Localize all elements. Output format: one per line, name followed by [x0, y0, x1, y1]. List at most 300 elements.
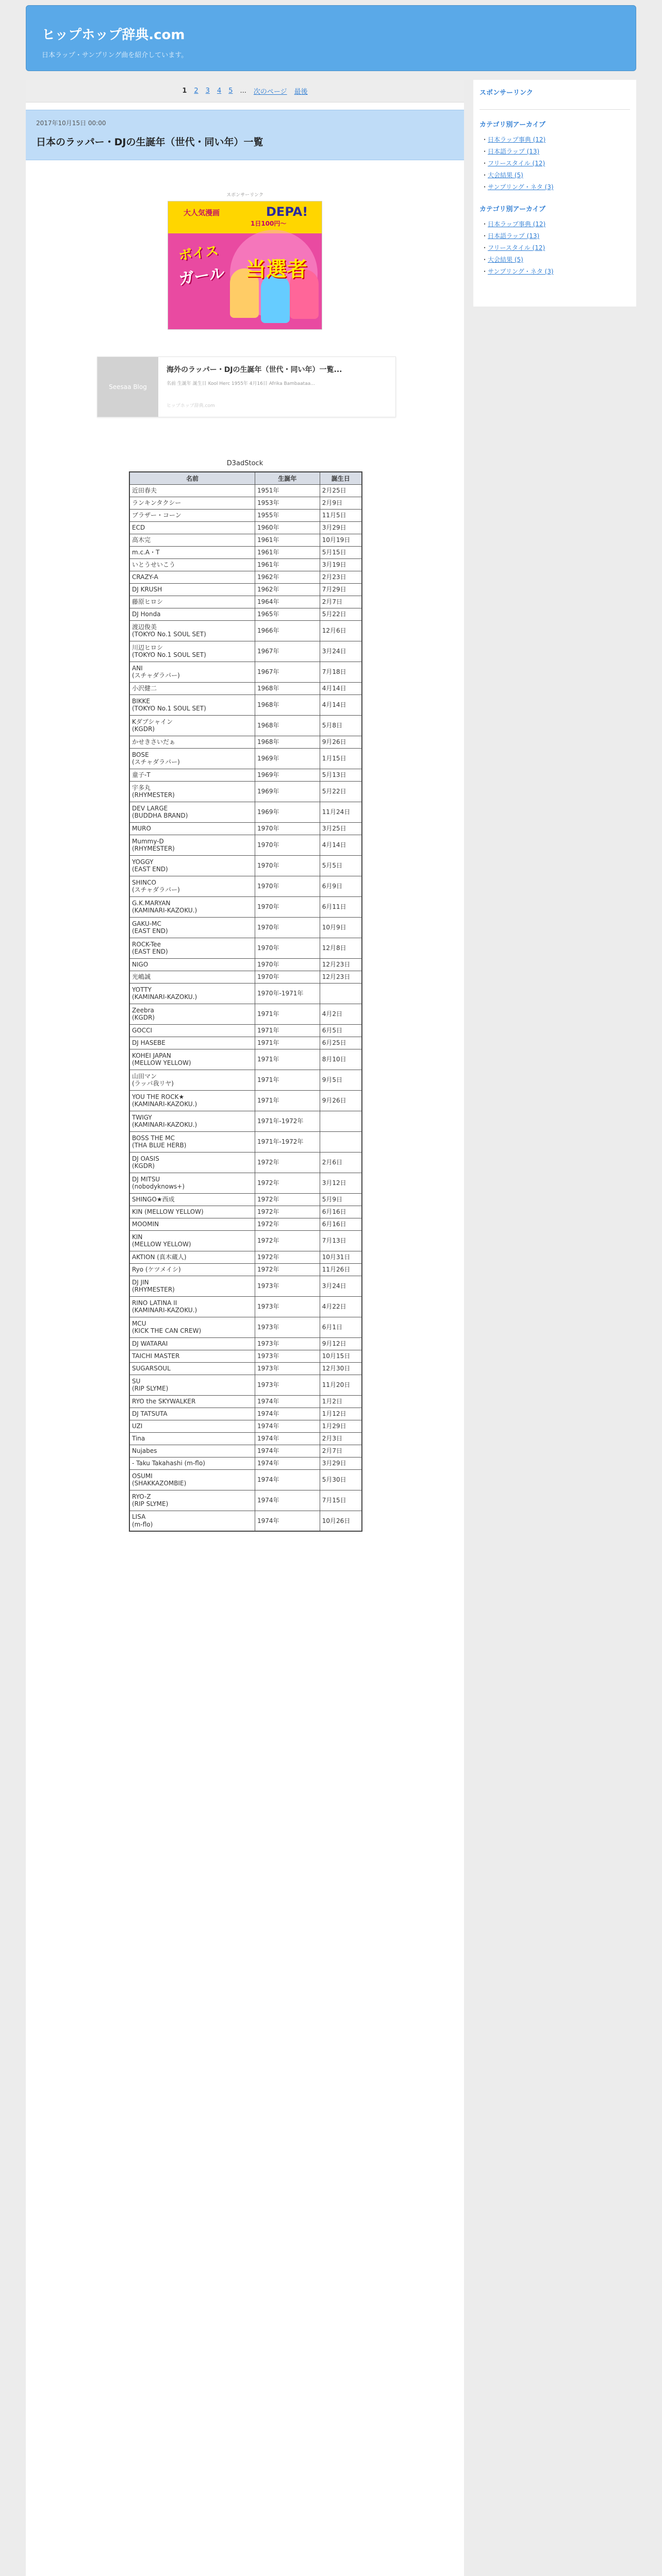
category-link[interactable]: 大会結果 (5): [488, 172, 523, 179]
cell-name: [129, 1131, 255, 1152]
artist-group: (KGDR): [132, 1014, 155, 1021]
artist-name: G.K.MARYAN: [132, 899, 171, 907]
cell-name: [129, 938, 255, 958]
cell-name: [129, 835, 255, 855]
cell-birthday: 6月16日: [320, 1218, 362, 1230]
artist-name: DJ MITSU: [132, 1175, 160, 1183]
table-row: [129, 835, 362, 855]
artist-group: (RHYMESTER): [132, 845, 175, 852]
artist-name: SHINCO: [132, 878, 156, 886]
cell-birthday: 7月29日: [320, 583, 362, 596]
table-row: [129, 1457, 362, 1469]
table-row: [129, 583, 362, 596]
artist-group: (m-flo): [132, 1520, 153, 1528]
pagination: [26, 80, 464, 103]
cell-name: [129, 662, 255, 682]
table-row: [129, 938, 362, 958]
artist-name: YOTTY: [132, 986, 152, 993]
table-row: [129, 876, 362, 896]
artist-group: (nobodyknows+): [132, 1183, 185, 1190]
artist-name: GOCCI: [132, 1026, 153, 1034]
cell-name: [129, 1337, 255, 1350]
cell-year: 1974年: [255, 1490, 320, 1511]
cell-name: [129, 983, 255, 1004]
cell-name: [129, 1395, 255, 1408]
cell-year: 1961年: [255, 534, 320, 546]
cell-name: [129, 620, 255, 641]
cell-birthday: 12月6日: [320, 620, 362, 641]
page-3[interactable]: 3: [205, 87, 210, 95]
cell-name: [129, 715, 255, 736]
cell-year: 1974年: [255, 1511, 320, 1531]
cell-birthday: 2月6日: [320, 1152, 362, 1173]
blog-card-title[interactable]: 海外のラッパー・DJの生誕年（世代・同い年）一覧...: [167, 366, 342, 374]
sidebar-divider: [479, 109, 630, 110]
cell-birthday: 9月5日: [320, 1070, 362, 1090]
cell-year: 1955年: [255, 509, 320, 521]
cell-name: [129, 896, 255, 917]
cell-name: [129, 917, 255, 938]
artist-name: KIN (MELLOW YELLOW): [132, 1208, 204, 1215]
artist-group: (KAMINARI-KAZOKU.): [132, 1121, 197, 1128]
cell-birthday: 2月3日: [320, 1432, 362, 1445]
main-content: [26, 80, 464, 2576]
table-row: [129, 917, 362, 938]
cell-birthday: 1月29日: [320, 1420, 362, 1432]
sidebar-category-item: ・フリースタイル (12): [482, 244, 545, 251]
entry-date: 2017年10月15日 00:00: [36, 120, 106, 127]
ad-banner[interactable]: [168, 201, 322, 330]
cell-name: [129, 855, 255, 876]
cell-year: 1973年: [255, 1362, 320, 1375]
cell-name: [129, 1469, 255, 1490]
category-link[interactable]: 大会結果 (5): [488, 256, 523, 263]
page-4[interactable]: 4: [217, 87, 222, 95]
cell-year: 1969年: [255, 748, 320, 769]
cell-birthday: 12月23日: [320, 958, 362, 971]
table-row: [129, 1230, 362, 1251]
cell-name: [129, 1111, 255, 1131]
table-row: [129, 1251, 362, 1263]
artist-group: (KAMINARI-KAZOKU.): [132, 1100, 197, 1108]
next-page-link[interactable]: 次のページ: [253, 88, 287, 96]
artist-name: Mummy-D: [132, 837, 164, 845]
sidebar-category-item: ・大会結果 (5): [482, 256, 523, 263]
cell-year: 1973年: [255, 1375, 320, 1395]
artist-name: 光嶋誠: [132, 973, 151, 980]
table-row: [129, 1490, 362, 1511]
artist-name: Ryo (ケツメイシ): [132, 1265, 181, 1273]
cell-year: 1970年: [255, 938, 320, 958]
artist-name: MCU: [132, 1319, 146, 1327]
cell-year: 1953年: [255, 497, 320, 509]
category-link[interactable]: フリースタイル (12): [488, 160, 545, 167]
artist-group: (ラッパ我リヤ): [132, 1080, 174, 1087]
cell-year: 1971年: [255, 1090, 320, 1111]
cell-birthday: 2月25日: [320, 484, 362, 497]
table-header-row: [129, 472, 362, 484]
table-row: [129, 1131, 362, 1152]
cell-name: [129, 1206, 255, 1218]
artist-name: OSUMI: [132, 1472, 153, 1480]
table-row: [129, 1070, 362, 1090]
sidebar-category-item: ・日本ラップ事典 (12): [482, 136, 546, 143]
artist-name: AKTION (真木蔵人): [132, 1253, 187, 1261]
artist-name: ECD: [132, 523, 145, 531]
table-row: [129, 1337, 362, 1350]
artist-name: TWIGY: [132, 1113, 152, 1121]
cell-name: [129, 1362, 255, 1375]
table-row: [129, 769, 362, 781]
category-link[interactable]: フリースタイル (12): [488, 244, 545, 251]
cell-birthday: 10月15日: [320, 1350, 362, 1362]
cell-year: 1973年: [255, 1337, 320, 1350]
artist-name: KIN: [132, 1233, 143, 1241]
cell-year: 1970年: [255, 835, 320, 855]
table-row: [129, 983, 362, 1004]
artist-name: 高木完: [132, 536, 151, 544]
artist-group: (THA BLUE HERB): [132, 1142, 187, 1149]
cell-birthday: 9月12日: [320, 1337, 362, 1350]
cell-birthday: 5月5日: [320, 855, 362, 876]
sidebar-category-item: ・サンプリング・ネタ (3): [482, 268, 554, 275]
cell-year: 1951年: [255, 484, 320, 497]
cell-year: 1966年: [255, 620, 320, 641]
cell-name: [129, 1408, 255, 1420]
cell-year: 1972年: [255, 1230, 320, 1251]
cell-name: [129, 1420, 255, 1432]
category-link[interactable]: サンプリング・ネタ (3): [488, 268, 554, 275]
table-row: [129, 1263, 362, 1276]
sidebar-category-item: ・日本語ラップ (13): [482, 148, 540, 155]
header-year: 生誕年: [255, 472, 320, 484]
cell-birthday: 6月5日: [320, 1024, 362, 1037]
artist-name: GAKU-MC: [132, 920, 161, 927]
cell-birthday: 4月22日: [320, 1296, 362, 1317]
page-2[interactable]: 2: [194, 87, 198, 95]
artist-name: YOU THE ROCK★: [132, 1093, 185, 1100]
cell-year: 1969年: [255, 769, 320, 781]
cell-year: 1967年: [255, 662, 320, 682]
cell-birthday: 6月11日: [320, 896, 362, 917]
sidebar-category-item: ・日本語ラップ (13): [482, 232, 540, 240]
cell-name: [129, 558, 255, 571]
artist-name: RINO LATINA II: [132, 1299, 177, 1307]
cell-year: 1973年: [255, 1276, 320, 1296]
table-row: [129, 608, 362, 620]
table-row: [129, 1432, 362, 1445]
cell-birthday: 3月29日: [320, 1457, 362, 1469]
artist-group: (KAMINARI-KAZOKU.): [132, 1307, 197, 1314]
category-link[interactable]: 日本語ラップ (13): [488, 232, 540, 240]
artist-name: BOSE: [132, 751, 149, 758]
cell-birthday: 6月16日: [320, 1206, 362, 1218]
cell-birthday: 3月24日: [320, 641, 362, 662]
artist-name: m.c.A・T: [132, 548, 160, 556]
table-row: [129, 641, 362, 662]
artist-name: - Taku Takahashi (m-flo): [132, 1459, 205, 1467]
artist-name: Kダブシャイン: [132, 718, 173, 725]
table-row: [129, 802, 362, 822]
cell-year: 1973年: [255, 1350, 320, 1362]
artist-name: 童子-T: [132, 771, 151, 778]
table-row: [129, 1375, 362, 1395]
cell-birthday: 4月14日: [320, 682, 362, 694]
cell-year: 1972年: [255, 1193, 320, 1206]
cell-name: [129, 1049, 255, 1070]
cell-year: 1972年: [255, 1152, 320, 1173]
cell-name: [129, 1218, 255, 1230]
artist-name: CRAZY-A: [132, 573, 158, 581]
cell-name: [129, 1070, 255, 1090]
entry-header: [26, 110, 464, 160]
table-row: [129, 1395, 362, 1408]
table-row: [129, 1408, 362, 1420]
cell-name: [129, 1490, 255, 1511]
cell-birthday: 1月12日: [320, 1408, 362, 1420]
cell-year: 1972年: [255, 1263, 320, 1276]
table-row: [129, 748, 362, 769]
page-5[interactable]: 5: [228, 87, 233, 95]
cell-birthday: 10月19日: [320, 534, 362, 546]
cell-name: [129, 682, 255, 694]
artist-group: (TOKYO No.1 SOUL SET): [132, 705, 206, 712]
cell-name: [129, 1004, 255, 1024]
table-body: [129, 484, 362, 1531]
table-row: [129, 509, 362, 521]
cell-name: [129, 1445, 255, 1457]
table-row: [129, 620, 362, 641]
cell-birthday: 4月14日: [320, 835, 362, 855]
sponsor-label: スポンサーリンク: [226, 193, 263, 198]
cell-name: [129, 1024, 255, 1037]
artist-group: (MELLOW YELLOW): [132, 1059, 191, 1066]
cell-year: 1971年-1972年: [255, 1111, 320, 1131]
table-row: [129, 1173, 362, 1193]
artist-name: DJ OASIS: [132, 1155, 159, 1162]
artist-name: いとうせいこう: [132, 561, 176, 568]
cell-birthday: 10月9日: [320, 917, 362, 938]
rapper-birth-year-table: [129, 471, 362, 1532]
artist-name: DJ HASEBE: [132, 1039, 166, 1046]
artist-name: 藤原ヒロシ: [132, 598, 163, 605]
artist-name: DJ WATARAI: [132, 1340, 168, 1347]
cell-name: [129, 781, 255, 802]
table-row: [129, 1037, 362, 1049]
artist-name: 渡辺俊美: [132, 623, 157, 631]
cell-birthday: 3月25日: [320, 822, 362, 835]
cell-year: 1970年: [255, 958, 320, 971]
cell-year: 1962年: [255, 571, 320, 583]
cell-birthday: 6月25日: [320, 1037, 362, 1049]
blog-card-body: [158, 357, 395, 417]
entry-title[interactable]: 日本のラッパー・DJの生誕年（世代・同い年）一覧: [36, 137, 263, 148]
cell-name: [129, 1457, 255, 1469]
header-birthday: 誕生日: [320, 472, 362, 484]
table-row: [129, 682, 362, 694]
cell-year: 1961年: [255, 546, 320, 558]
sidebar-category-list-2: [479, 219, 630, 276]
cell-birthday: 11月5日: [320, 509, 362, 521]
artist-name: LISA: [132, 1513, 146, 1521]
blog-card-excerpt: 名前 生誕年 誕生日 Kool Herc 1955年 4月16日 Afrika Bambaataa...: [167, 381, 315, 386]
table-row: [129, 1511, 362, 1531]
cell-birthday: 11月20日: [320, 1375, 362, 1395]
cell-year: 1970年: [255, 822, 320, 835]
artist-name: 近田春夫: [132, 486, 157, 494]
artist-group: (スチャダラパー): [132, 886, 180, 893]
cell-birthday: 2月9日: [320, 497, 362, 509]
cell-year: 1970年: [255, 855, 320, 876]
artist-group: (RHYMESTER): [132, 791, 175, 799]
artist-group: (BUDDHA BRAND): [132, 812, 188, 819]
sidebar-category-item: ・フリースタイル (12): [482, 160, 545, 167]
cell-birthday: 10月26日: [320, 1511, 362, 1531]
artist-name: BOSS THE MC: [132, 1134, 175, 1142]
table-row: [129, 571, 362, 583]
cell-name: [129, 1276, 255, 1296]
cell-year: 1971年: [255, 1070, 320, 1090]
cell-birthday: 5月30日: [320, 1469, 362, 1490]
cell-name: [129, 1375, 255, 1395]
cell-year: 1968年: [255, 736, 320, 748]
cell-birthday: [320, 1131, 362, 1152]
cell-year: 1973年: [255, 1296, 320, 1317]
cell-year: 1969年: [255, 781, 320, 802]
sidebar-category-heading-2: カテゴリ別アーカイブ: [479, 206, 546, 213]
cell-year: 1970年: [255, 971, 320, 983]
site-title[interactable]: ヒップホップ辞典.com: [42, 27, 185, 43]
artist-name: MURO: [132, 824, 151, 832]
table-row: [129, 1049, 362, 1070]
table-row: [129, 1445, 362, 1457]
artist-group: (KGDR): [132, 725, 155, 733]
artist-name: ブラザー・コーン: [132, 511, 181, 519]
cell-name: [129, 509, 255, 521]
table-row: [129, 484, 362, 497]
cell-name: [129, 971, 255, 983]
cell-birthday: 10月31日: [320, 1251, 362, 1263]
artist-group: (スチャダラパー): [132, 672, 180, 679]
cell-year: 1962年: [255, 583, 320, 596]
cell-birthday: 4月2日: [320, 1004, 362, 1024]
cell-birthday: 6月9日: [320, 876, 362, 896]
cell-name: [129, 958, 255, 971]
cell-year: 1965年: [255, 608, 320, 620]
category-link[interactable]: 日本ラップ事典 (12): [488, 136, 546, 143]
category-link[interactable]: サンプリング・ネタ (3): [488, 183, 554, 191]
table-row: [129, 1024, 362, 1037]
blog-card[interactable]: [97, 357, 396, 417]
artist-group: (EAST END): [132, 948, 168, 955]
cell-name: [129, 1432, 255, 1445]
cell-name: [129, 596, 255, 608]
table-row: [129, 1004, 362, 1024]
cell-name: [129, 1511, 255, 1531]
table-row: [129, 855, 362, 876]
cell-birthday: 3月19日: [320, 558, 362, 571]
cell-birthday: 2月7日: [320, 596, 362, 608]
artist-name: DJ TATSUTA: [132, 1410, 168, 1417]
category-link[interactable]: 日本ラップ事典 (12): [488, 221, 546, 228]
artist-name: かせきさいだぁ: [132, 738, 176, 745]
table-row: [129, 1206, 362, 1218]
cell-year: 1971年: [255, 1049, 320, 1070]
page-1: 1: [182, 87, 187, 95]
cell-birthday: 5月9日: [320, 1193, 362, 1206]
cell-birthday: 3月12日: [320, 1173, 362, 1193]
cell-year: 1960年: [255, 521, 320, 534]
artist-group: (EAST END): [132, 866, 168, 873]
artist-name: 川辺ヒロシ: [132, 643, 163, 651]
artist-name: ROCK-Tee: [132, 940, 161, 948]
artist-name: MOOMIN: [132, 1220, 159, 1228]
artist-name: Nujabes: [132, 1447, 157, 1454]
category-link[interactable]: 日本語ラップ (13): [488, 148, 540, 155]
table-row: [129, 1193, 362, 1206]
artist-name: Zeebra: [132, 1006, 154, 1014]
cell-birthday: 11月24日: [320, 802, 362, 822]
ad-tagline: 1日100円〜: [251, 220, 287, 227]
cell-birthday: 1月2日: [320, 1395, 362, 1408]
artist-group: (RIP SLYME): [132, 1385, 169, 1392]
cell-year: 1971年: [255, 1004, 320, 1024]
artist-name: UZI: [132, 1422, 143, 1430]
ad-copy-a: 大人気漫画: [184, 209, 220, 217]
cell-birthday: 5月15日: [320, 546, 362, 558]
cell-name: [129, 1193, 255, 1206]
cell-name: [129, 583, 255, 596]
cell-name: [129, 1090, 255, 1111]
cell-birthday: 5月8日: [320, 715, 362, 736]
artist-name: TAICHI MASTER: [132, 1352, 180, 1360]
cell-name: [129, 1317, 255, 1337]
sidebar-category-item: ・日本ラップ事典 (12): [482, 221, 546, 228]
table-caption: D3adStock: [226, 460, 263, 467]
artist-name: DJ Honda: [132, 610, 161, 618]
cell-name: [129, 822, 255, 835]
cell-birthday: 8月10日: [320, 1049, 362, 1070]
sidebar-sponsor-heading: スポンサーリンク: [479, 89, 533, 97]
table-row: [129, 971, 362, 983]
last-page-link[interactable]: 最後: [294, 88, 308, 96]
table-row: [129, 1090, 362, 1111]
artist-name: RYO the SKYWALKER: [132, 1397, 196, 1405]
artist-group: (RHYMESTER): [132, 1286, 175, 1293]
cell-year: 1972年: [255, 1218, 320, 1230]
cell-name: [129, 497, 255, 509]
cell-year: 1971年: [255, 1037, 320, 1049]
sidebar-category-item: ・大会結果 (5): [482, 172, 523, 179]
ad-copy-b: ボイス: [177, 243, 220, 264]
cell-year: 1967年: [255, 641, 320, 662]
cell-name: [129, 736, 255, 748]
artist-group: (スチャダラパー): [132, 758, 180, 766]
cell-birthday: 1月15日: [320, 748, 362, 769]
cell-name: [129, 571, 255, 583]
cell-year: 1968年: [255, 715, 320, 736]
page-ellipsis: ...: [240, 87, 246, 95]
cell-year: 1972年: [255, 1206, 320, 1218]
cell-name: [129, 1173, 255, 1193]
blog-card-source: ヒップホップ辞典.com: [167, 403, 215, 409]
artist-name: KOHEI JAPAN: [132, 1052, 171, 1059]
cell-year: 1974年: [255, 1469, 320, 1490]
site-header: [26, 5, 636, 71]
sidebar: [473, 80, 636, 307]
cell-year: 1972年: [255, 1173, 320, 1193]
sidebar-category-list: [479, 135, 630, 191]
